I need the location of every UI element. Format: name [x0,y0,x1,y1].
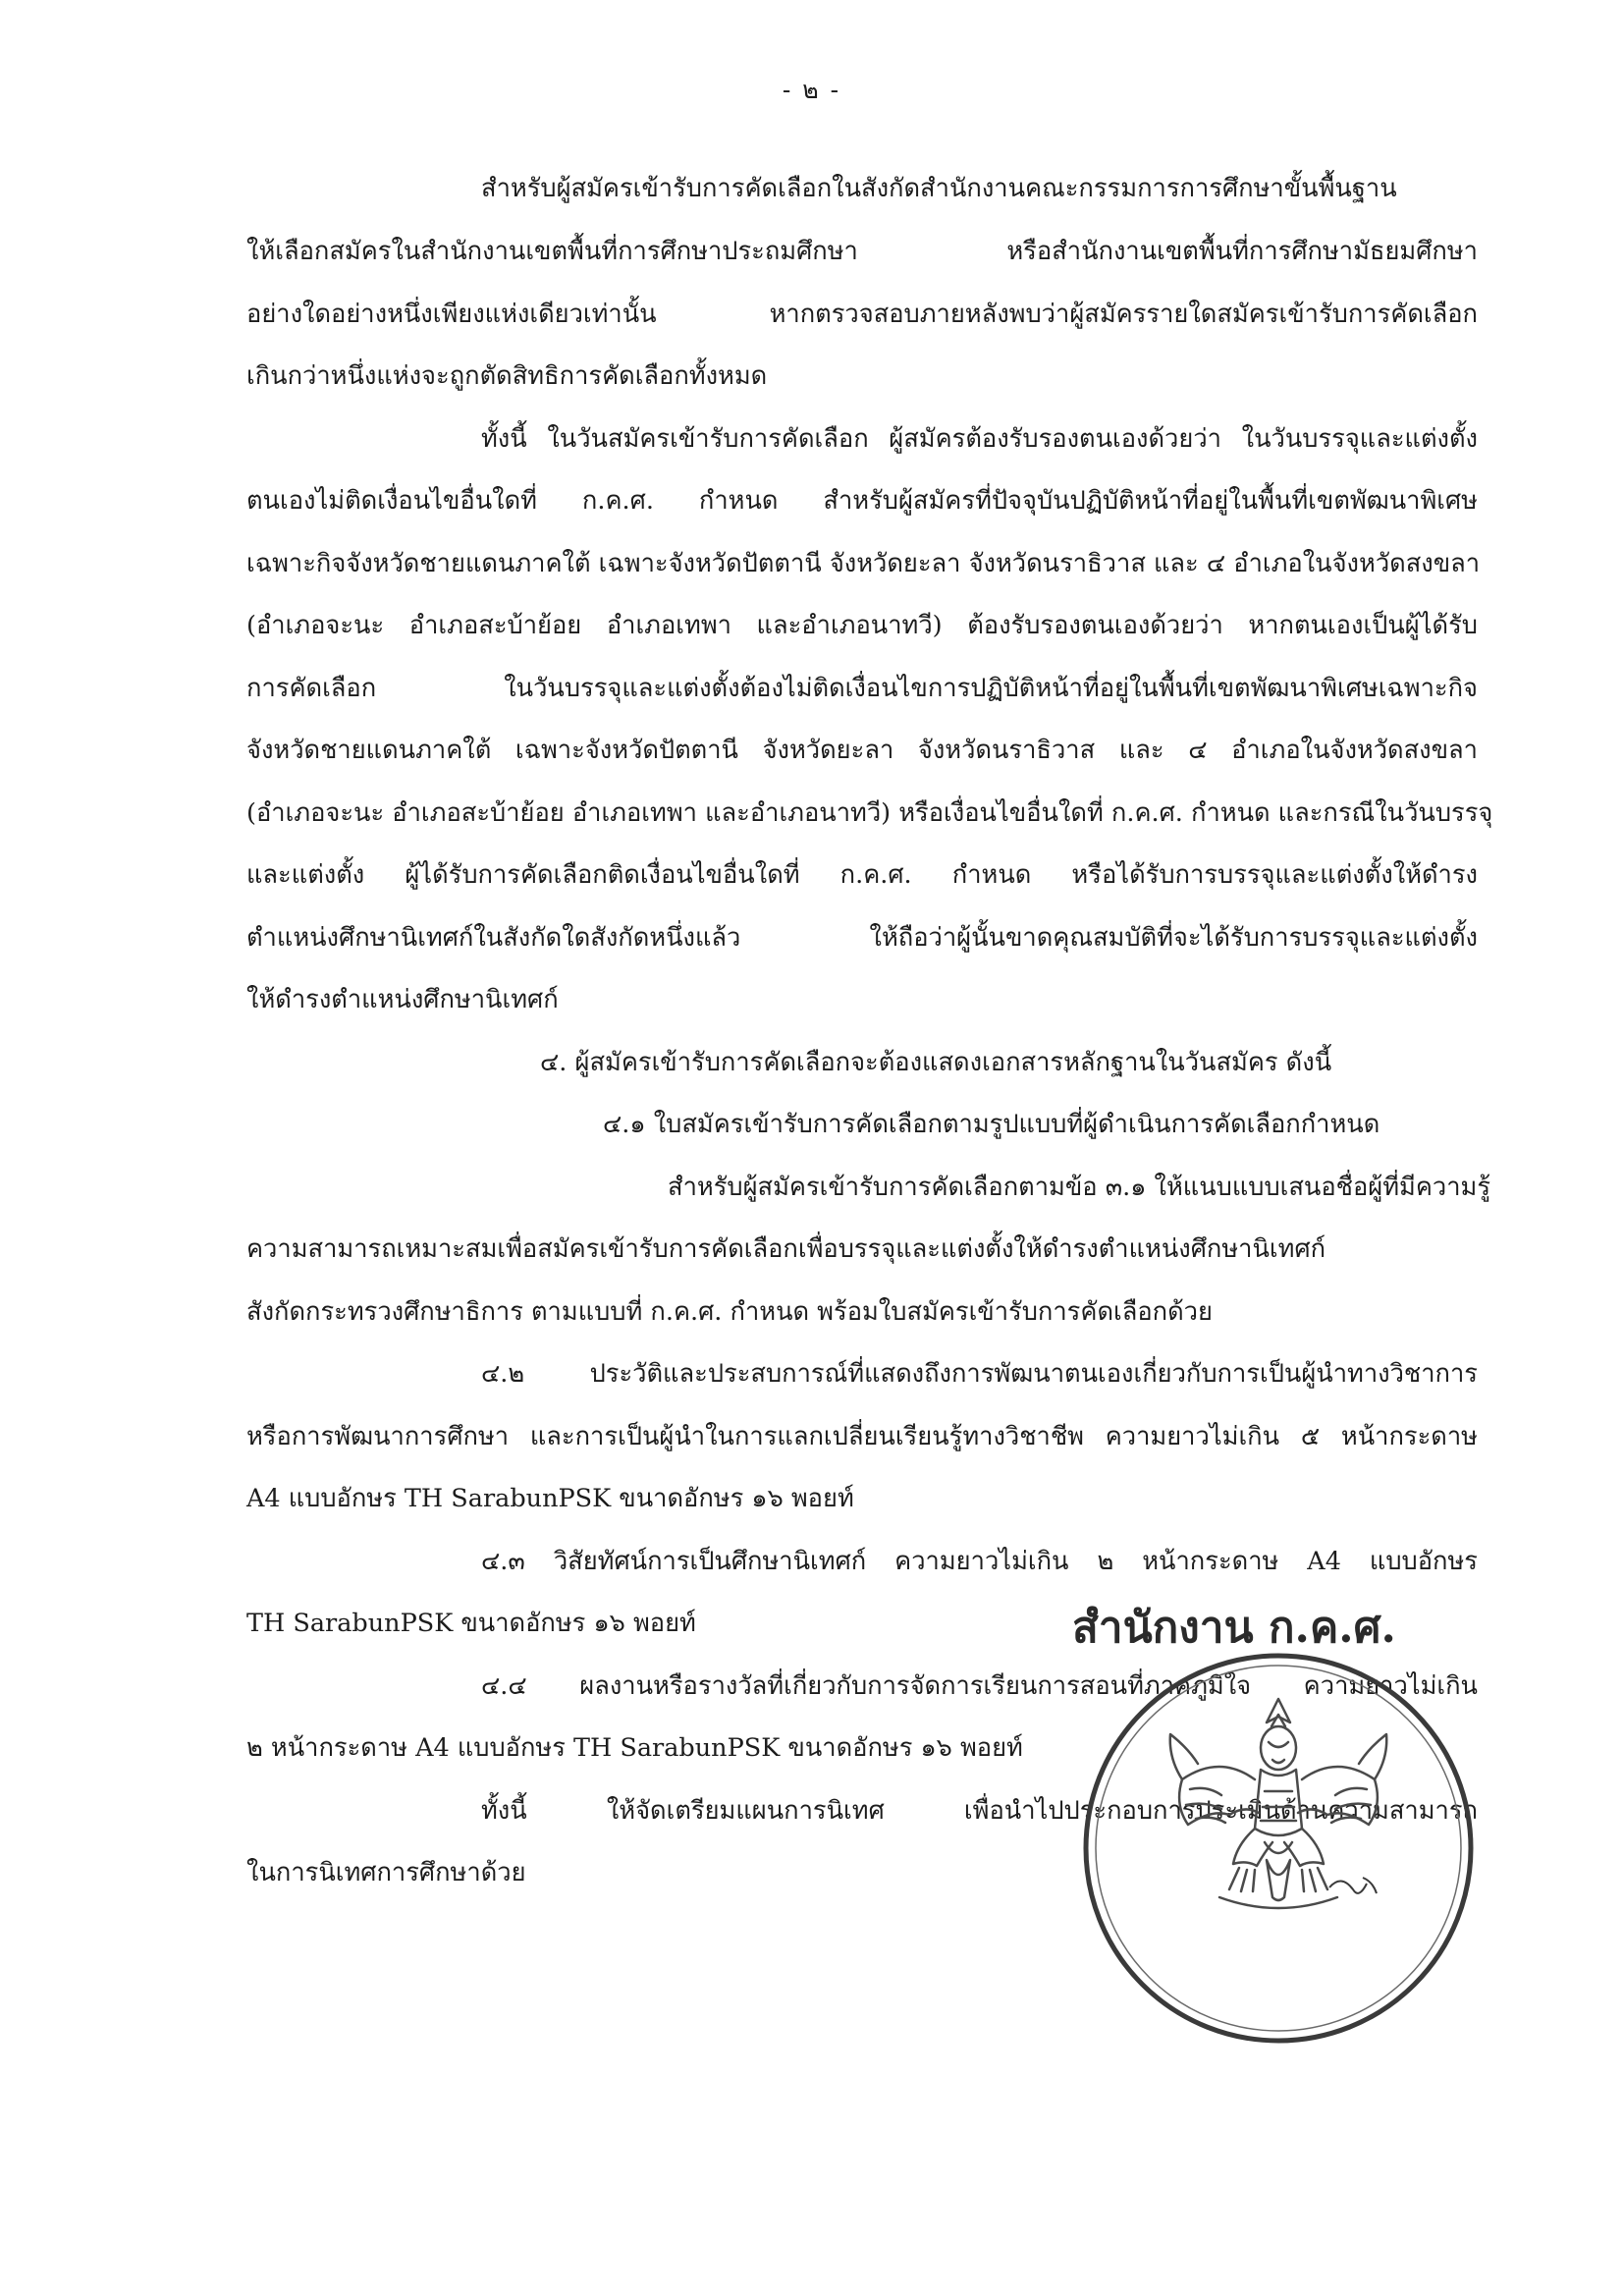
paragraph-line: สังกัดกระทรวงศึกษาธิการ ตามแบบที่ ก.ค.ศ. กำหนด พร้อมใบสมัครเข้ารับการคัดเลือกด้วย [246,1297,1213,1327]
paragraph-line: จังหวัดชายแดนภาคใต้ เฉพาะจังหวัดปัตตานี จังหวัดยะลา จังหวัดนราธิวาส และ ๔ อำเภอในจังหวัดสงขลา [246,736,1478,765]
paragraph-line: ๒ หน้ากระดาษ A4 แบบอักษร TH SarabunPSK ขนาดอักษร ๑๖ พอยท์ [246,1733,1023,1763]
item-4-2: ๔.๒ ประวัติและประสบการณ์ที่แสดงถึงการพัฒนาตนเองเกี่ยวกับการเป็นผู้นำทางวิชาการ [481,1359,1478,1389]
seal-text: สำนักงาน ก.ค.ศ. [1072,1603,1396,1653]
paragraph-line: หรือการพัฒนาการศึกษา และการเป็นผู้นำในการแลกเปลี่ยนเรียนรู้ทางวิชาชีพ ความยาวไม่เกิน ๕ หน้ากระดาษ [246,1422,1478,1451]
paragraph-line: อย่างใดอย่างหนึ่งเพียงแห่งเดียวเท่านั้น หากตรวจสอบภายหลังพบว่าผู้สมัครรายใดสมัครเข้ารับการคัดเลือก [246,300,1478,329]
item-4-3: ๔.๓ วิสัยทัศน์การเป็นศึกษานิเทศก์ ความยาวไม่เกิน ๒ หน้ากระดาษ A4 แบบอักษร [481,1547,1478,1576]
paragraph-line: ให้เลือกสมัครในสำนักงานเขตพื้นที่การศึกษาประถมศึกษา หรือสำนักงานเขตพื้นที่การศึกษามัธยมศึกษา [246,237,1478,266]
paragraph-line: สำหรับผู้สมัครเข้ารับการคัดเลือกตามข้อ ๓.๑ ให้แนบแบบเสนอชื่อผู้ที่มีความรู้ [668,1173,1491,1202]
paragraph-line: ความสามารถเหมาะสมเพื่อสมัครเข้ารับการคัดเลือกเพื่อบรรจุและแต่งตั้งให้ดำรงตำแหน่งศึกษานิเทศก์ [246,1234,1326,1264]
paragraph-line: ทั้งนี้ ให้จัดเตรียมแผนการนิเทศ เพื่อนำไปประกอบการประเมินด้านความสามารถ [481,1796,1478,1826]
paragraph-line: การคัดเลือก ในวันบรรจุและแต่งตั้งต้องไม่ติดเงื่อนไขการปฏิบัติหน้าที่อยู่ในพื้นที่เขตพัฒนาพิเศษเฉพาะกิจ [246,674,1478,703]
paragraph-line: ตนเองไม่ติดเงื่อนไขอื่นใดที่ ก.ค.ศ. กำหนด สำหรับผู้สมัครที่ปัจจุบันปฏิบัติหน้าที่อยู่ในพื้นที่เขตพัฒนาพิเศษ [246,486,1478,516]
item-4-4: ๔.๔ ผลงานหรือรางวัลที่เกี่ยวกับการจัดการเรียนการสอนที่ภาคภูมิใจ ความยาวไม่เกิน [481,1671,1478,1701]
paragraph-line: (อำเภอจะนะ อำเภอสะบ้าย้อย อำเภอเทพา และอำเภอนาทวี) ต้องรับรองตนเองด้วยว่า หากตนเองเป็นผู้ได้รับ [246,611,1478,640]
garuda-emblem-icon [1072,1603,1485,2054]
paragraph-line: สำหรับผู้สมัครเข้ารับการคัดเลือกในสังกัดสำนักงานคณะกรรมการการศึกษาขั้นพื้นฐาน [481,174,1397,203]
paragraph-line: เกินกว่าหนึ่งแห่งจะถูกตัดสิทธิการคัดเลือกทั้งหมด [246,361,768,391]
paragraph-line: ทั้งนี้ ในวันสมัครเข้ารับการคัดเลือก ผู้สมัครต้องรับรองตนเองด้วยว่า ในวันบรรจุและแต่งตั้ง [481,424,1478,454]
item-4-1: ๔.๑ ใบสมัครเข้ารับการคัดเลือกตามรูปแบบที่ผู้ดำเนินการคัดเลือกกำหนด [603,1110,1380,1139]
page-number: - ๒ - [782,76,841,104]
section-heading-4: ๔. ผู้สมัครเข้ารับการคัดเลือกจะต้องแสดงเอกสารหลักฐานในวันสมัคร ดังนี้ [540,1048,1332,1077]
paragraph-line: ในการนิเทศการศึกษาด้วย [246,1858,526,1887]
paragraph-line: (อำเภอจะนะ อำเภอสะบ้าย้อย อำเภอเทพา และอำเภอนาทวี) หรือเงื่อนไขอื่นใดที่ ก.ค.ศ. กำหนด และกรณีในวันบรรจุ [246,798,1493,828]
official-seal-stamp [1072,1603,1485,2054]
paragraph-line: ให้ดำรงตำแหน่งศึกษานิเทศก์ [246,985,559,1014]
paragraph-line: TH SarabunPSK ขนาดอักษร ๑๖ พอยท์ [246,1609,696,1638]
paragraph-line: เฉพาะกิจจังหวัดชายแดนภาคใต้ เฉพาะจังหวัดปัตตานี จังหวัดยะลา จังหวัดนราธิวาส และ ๔ อำเภอในจังหวัดสงขลา [246,549,1481,578]
paragraph-line: และแต่งตั้ง ผู้ได้รับการคัดเลือกติดเงื่อนไขอื่นใดที่ ก.ค.ศ. กำหนด หรือได้รับการบรรจุและแต่งตั้งให้ดำรง [246,860,1478,890]
paragraph-line: A4 แบบอักษร TH SarabunPSK ขนาดอักษร ๑๖ พอยท์ [246,1484,854,1513]
paragraph-line: ตำแหน่งศึกษานิเทศก์ในสังกัดใดสังกัดหนึ่งแล้ว ให้ถือว่าผู้นั้นขาดคุณสมบัติที่จะได้รับการบรรจุและแต่งตั้ง [246,923,1478,953]
